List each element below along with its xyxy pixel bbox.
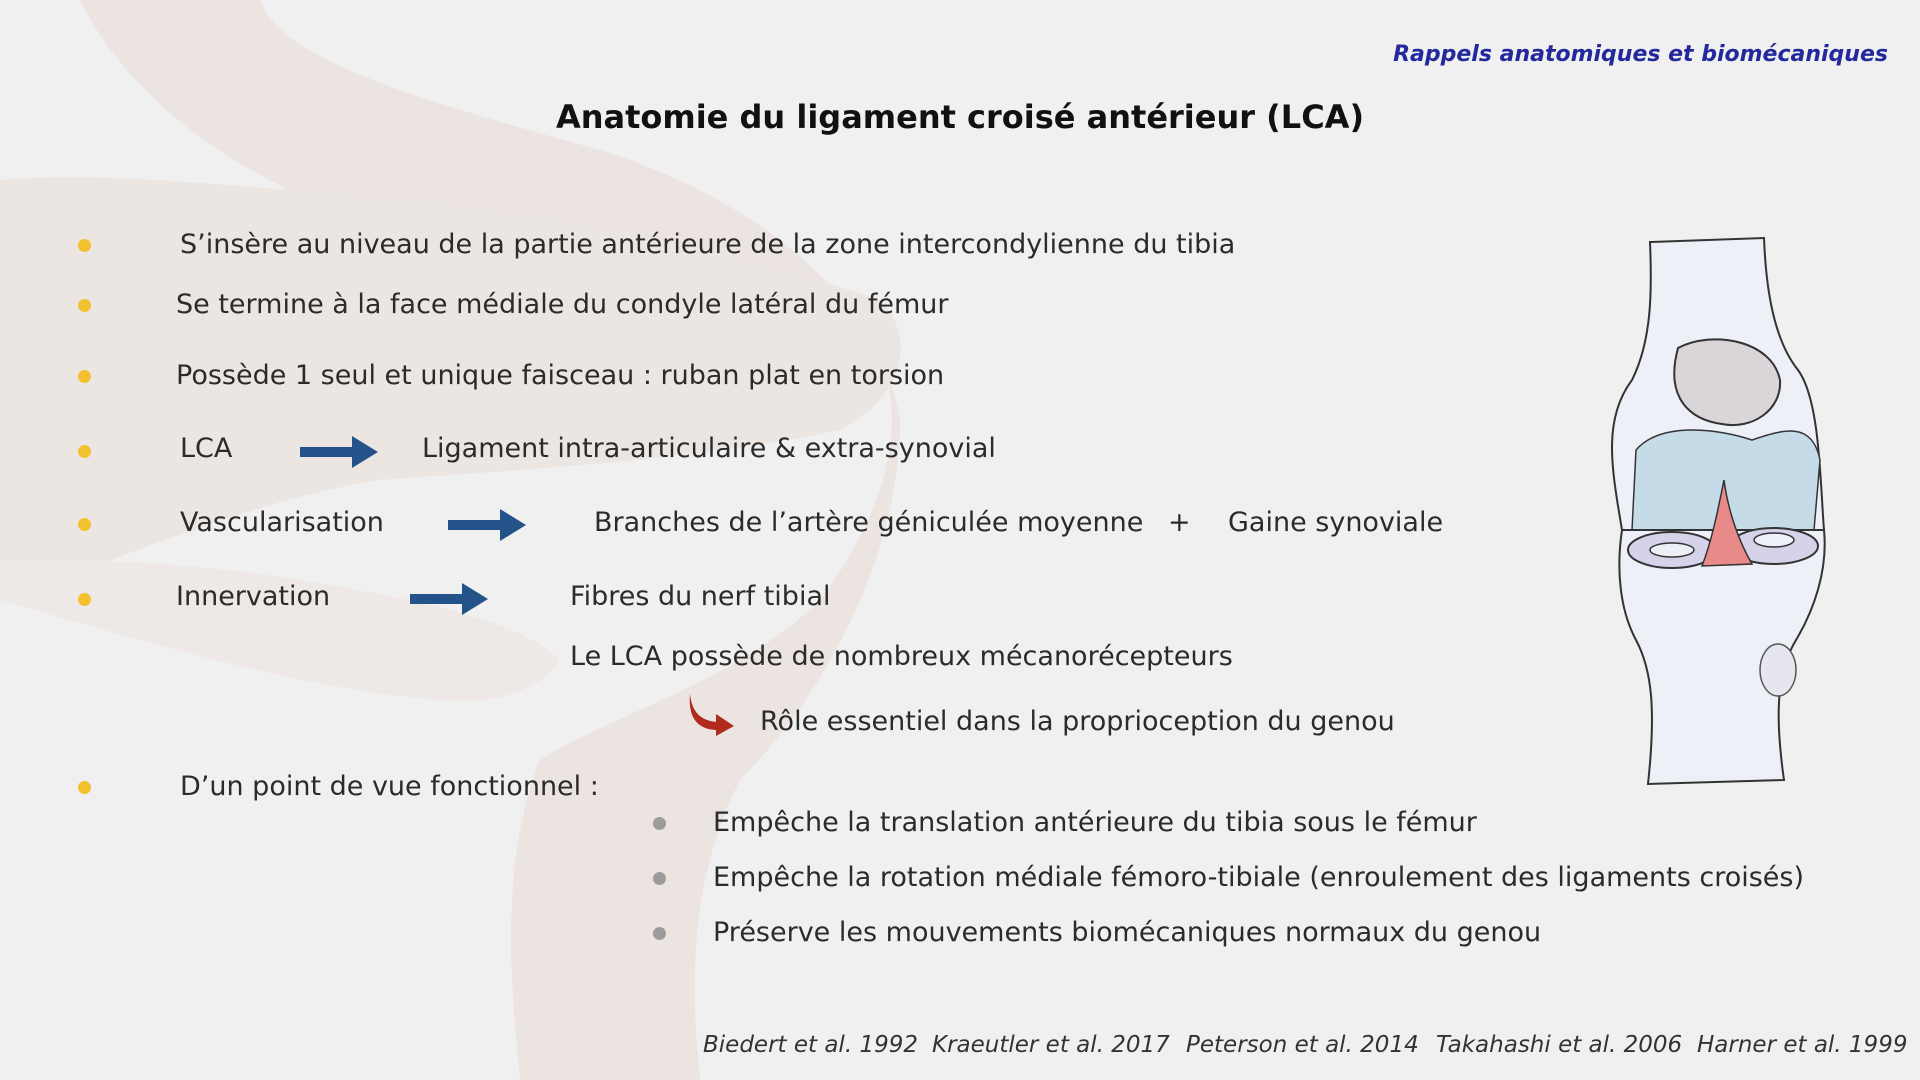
bullet-dot: [78, 593, 91, 606]
reference: Kraeutler et al. 2017: [932, 1032, 1170, 1058]
section-tag: Rappels anatomiques et biomécaniques: [1393, 42, 1888, 67]
synovial-sheath-text: Gaine synoviale: [1228, 507, 1444, 538]
innervation-description: Fibres du nerf tibial: [570, 581, 831, 612]
reference: Peterson et al. 2014: [1186, 1032, 1419, 1058]
vascularisation-description: Branches de l’artère géniculée moyenne: [594, 507, 1144, 538]
knee-anatomy-drawing: [1552, 230, 1852, 790]
termination-text: Se termine à la face médiale du condyle latéral du fémur: [176, 289, 949, 320]
lca-description: Ligament intra-articulaire & extra-synovial: [422, 433, 996, 464]
insertion-text: S’insère au niveau de la partie antérieure de la zone intercondylienne du tibia: [180, 229, 1236, 260]
sub-bullet-dot: [653, 927, 666, 940]
vascularisation-label: Vascularisation: [180, 507, 384, 538]
curved-arrow-icon: [686, 692, 736, 736]
right-arrow-icon: [410, 581, 490, 617]
sub-bullet-dot: [653, 872, 666, 885]
bullet-dot: [78, 370, 91, 383]
bullet-dot: [78, 518, 91, 531]
reference: Takahashi et al. 2006: [1436, 1032, 1683, 1058]
functional-item: Empêche la rotation médiale fémoro-tibiale (enroulement des ligaments croisés): [713, 862, 1805, 893]
functional-item: Préserve les mouvements biomécaniques normaux du genou: [713, 917, 1542, 948]
innervation-label: Innervation: [176, 581, 331, 612]
bundle-text: Possède 1 seul et unique faisceau : ruban plat en torsion: [176, 360, 945, 391]
sub-bullet-dot: [653, 817, 666, 830]
bullet-dot: [78, 299, 91, 312]
plus-sign: +: [1168, 507, 1191, 538]
bullet-dot: [78, 445, 91, 458]
reference: Biedert et al. 1992: [703, 1032, 918, 1058]
right-arrow-icon: [448, 507, 528, 543]
bullet-dot: [78, 781, 91, 794]
right-arrow-icon: [300, 434, 380, 470]
bullet-dot: [78, 239, 91, 252]
lca-label: LCA: [180, 433, 233, 464]
functional-item: Empêche la translation antérieure du tibia sous le fémur: [713, 807, 1477, 838]
page-title: Anatomie du ligament croisé antérieur (LCA): [555, 98, 1365, 136]
mechanoreceptors-text: Le LCA possède de nombreux mécanorécepteurs: [570, 641, 1233, 672]
proprioception-text: Rôle essentiel dans la proprioception du genou: [760, 706, 1395, 737]
reference: Harner et al. 1999: [1697, 1032, 1908, 1058]
functional-heading: D’un point de vue fonctionnel :: [180, 771, 599, 802]
